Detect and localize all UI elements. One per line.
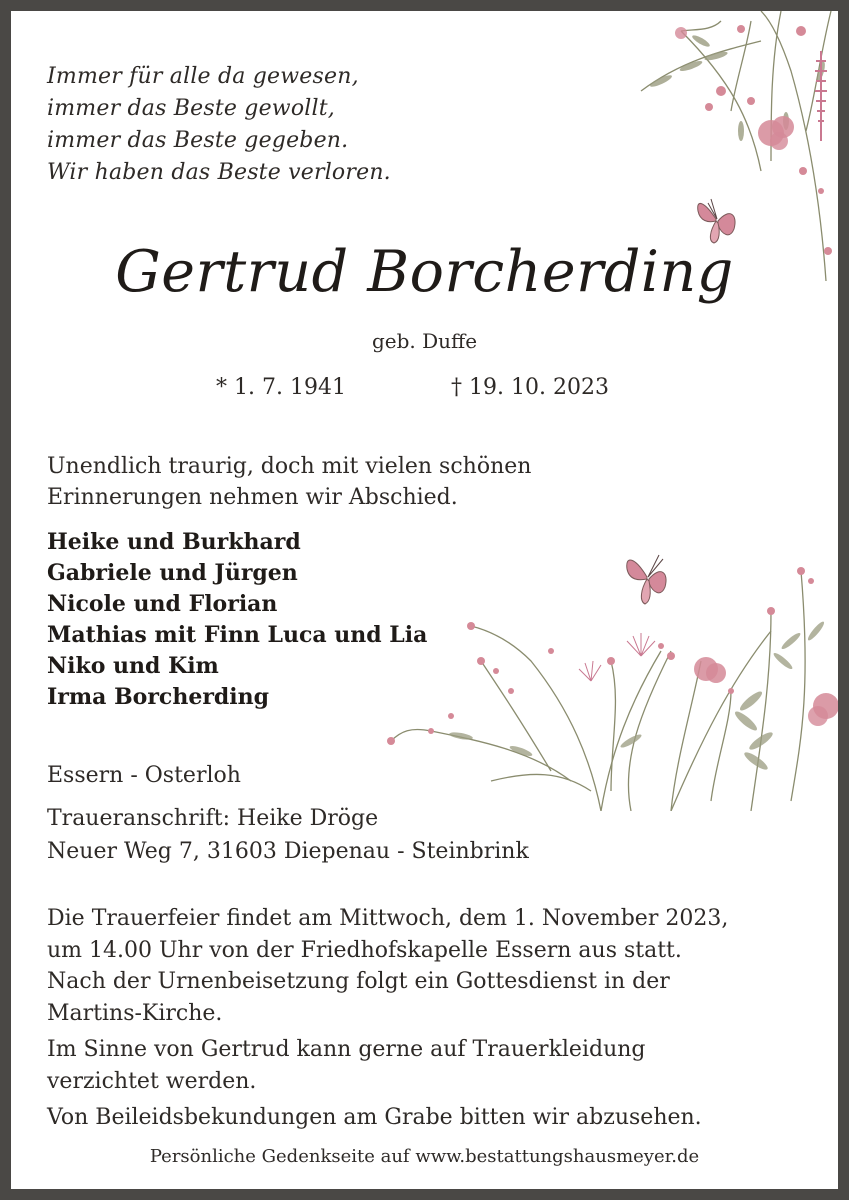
address-line: Neuer Weg 7, 31603 Diepenau - Steinbrink (47, 839, 529, 864)
wildflower-illustration (371, 541, 838, 811)
motto-line: Immer für alle da gewesen, (47, 64, 359, 89)
ceremony-line: um 14.00 Uhr von der Friedhofskapelle Essern aus statt. (47, 937, 682, 963)
farewell-line: Unendlich traurig, doch mit vielen schönen (47, 454, 532, 479)
deceased-name: Gertrud Borcherding (115, 239, 734, 305)
birth-date: * 1. 7. 1941 (216, 375, 346, 400)
mourner-entry: Irma Borcherding (47, 684, 270, 710)
death-date: † 19. 10. 2023 (451, 375, 609, 400)
ceremony-line: Nach der Urnenbeisetzung folgt ein Gottesdienst in der (47, 969, 670, 994)
mourner-entry: Gabriele und Jürgen (47, 560, 298, 586)
farewell-line: Erinnerungen nehmen wir Abschied. (47, 485, 458, 510)
mourner-entry: Heike und Burkhard (47, 529, 301, 555)
ceremony-line: Im Sinne von Gertrud kann gerne auf Trauerkleidung (47, 1037, 646, 1062)
ceremony-line: Von Beileidsbekundungen am Grabe bitten wir abzusehen. (47, 1105, 702, 1130)
mourner-entry: Nicole und Florian (47, 591, 278, 617)
ceremony-paragraph (47, 903, 728, 1029)
ceremony-line: Die Trauerfeier findet am Mittwoch, dem 1. November 2023, (47, 906, 729, 931)
butterfly-icon (694, 191, 740, 246)
condolence-paragraph (47, 1102, 728, 1134)
mourning-address (47, 802, 529, 868)
obituary-notice (11, 11, 838, 1189)
attire-paragraph (47, 1034, 728, 1097)
place-of-residence: Essern - Osterloh (47, 763, 241, 788)
birth-name: geb. Duffe (371, 329, 478, 353)
motto-verse (47, 61, 391, 189)
mourner-entry: Niko und Kim (47, 653, 219, 679)
ceremony-line: verzichtet werden. (47, 1068, 257, 1094)
motto-line: immer das Beste gewollt, (47, 96, 335, 121)
ceremony-line: Martins-Kirche. (47, 1000, 223, 1026)
farewell-text (47, 451, 531, 513)
motto-line: immer das Beste gegeben. (47, 128, 349, 153)
motto-line: Wir haben das Beste verloren. (47, 160, 391, 185)
memorial-page-link[interactable]: Persönliche Gedenkseite auf www.bestattungshausmeyer.de (149, 1146, 700, 1167)
address-line: Traueranschrift: Heike Dröge (47, 806, 379, 831)
ceremony-information (47, 903, 728, 1139)
mourner-entry: Mathias mit Finn Luca und Lia (47, 622, 428, 648)
